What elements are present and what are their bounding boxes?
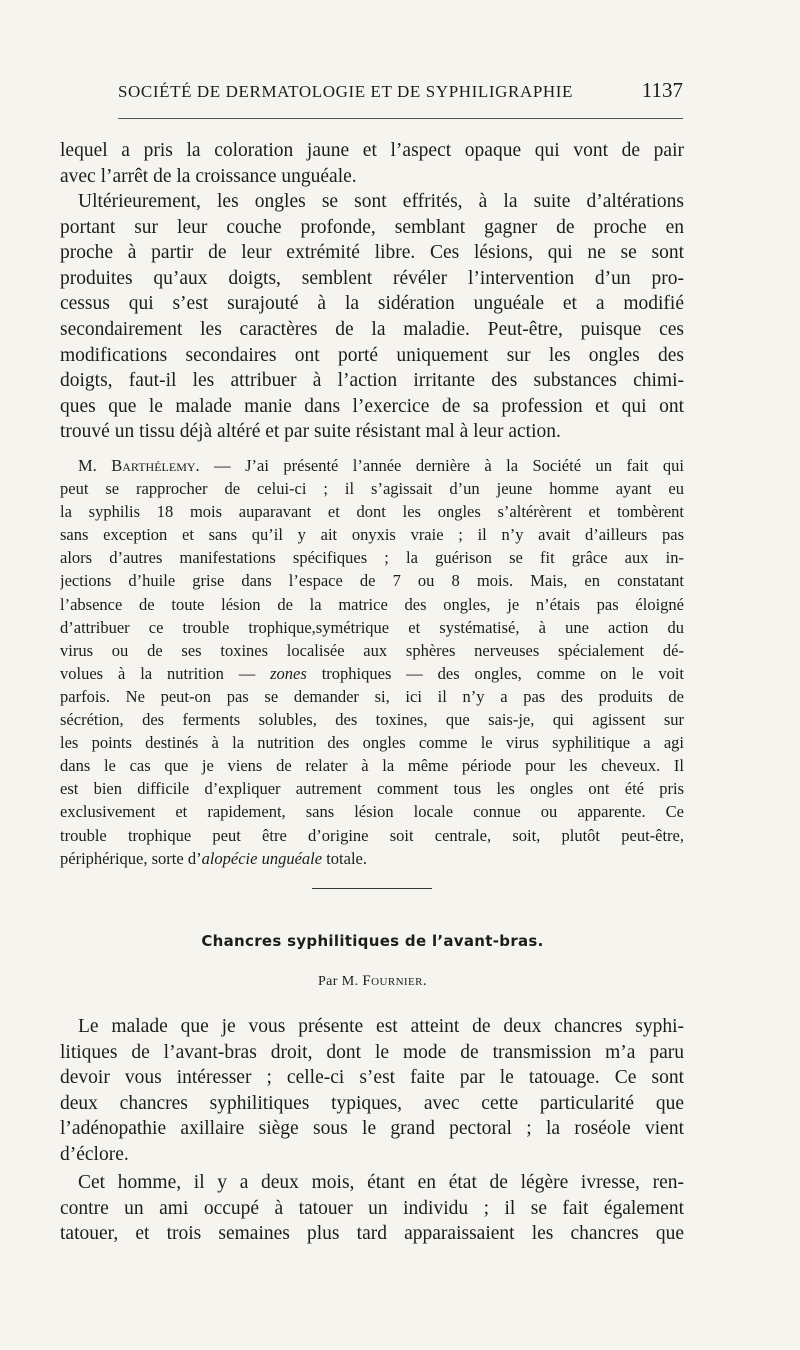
text-line — [60, 847, 684, 870]
text-line: tatouer, et trois semaines plus tard apparaissaient les chancres que — [60, 1223, 684, 1245]
text-run: trophiques — des ongles, comme on le voit — [306, 663, 684, 683]
text-line: cessus qui s’est surajouté à la sidération unguéale et a modifié — [60, 293, 684, 315]
text-line: secondairement les caractères de la maladie. Peut-être, puisque ces — [60, 318, 684, 340]
section-heading: Chancres syphilitiques de l’avant-bras. — [201, 932, 544, 950]
paragraph-continuation — [60, 138, 684, 189]
text-line: contre un ami occupé à tatouer un individu ; il se fait également — [60, 1197, 684, 1219]
text-line: devoir vous intéresser ; celle-ci s’est faite par le tatouage. Ce sont — [60, 1067, 684, 1089]
running-header — [118, 78, 683, 102]
paragraph-barthelemy — [60, 454, 684, 870]
text-line: Cet homme, il y a deux mois, étant en état de légère ivresse, ren- — [78, 1172, 684, 1193]
text-line: d’attribuer ce trouble trophique,symétrique et systématisé, à une action du — [60, 617, 684, 637]
text-line: les points destinés à la nutrition des ongles comme le virus syphilitique a agi — [60, 733, 684, 753]
header-rule — [118, 118, 683, 119]
text-line: peut se rapprocher de celui-ci ; il s’agissait d’un jeune homme ayant eu — [60, 479, 684, 499]
text-line: l’adénopathie axillaire siège sous le grand pectoral ; la roséole vient — [60, 1118, 684, 1140]
text-line: parfois. Ne peut-on pas se demander si, ici il n’y a pas des produits de — [60, 686, 684, 706]
text-line — [60, 662, 684, 685]
running-title: SOCIÉTÉ DE DERMATOLOGIE ET DE SYPHILIGRAPHIE — [118, 82, 574, 101]
italic-term: alopécie unguéale — [201, 848, 323, 868]
section-divider — [312, 888, 432, 889]
text-line: litiques de l’avant-bras droit, dont le mode de transmission m’a paru — [60, 1041, 684, 1063]
paragraph-ulterieurement — [60, 189, 684, 445]
text-line: la syphilis 18 mois auparavant et dont les ongles s’altérèrent et tombèrent — [60, 502, 684, 522]
text-line: lequel a pris la coloration jaune et l’aspect opaque qui vont de pair — [60, 140, 684, 161]
byline-prefix: Par M. — [317, 974, 363, 989]
italic-term: zones — [270, 663, 307, 683]
text-line: alors d’autres manifestations spécifiques ; la guérison se fit grâce aux in- — [60, 548, 684, 568]
text-line: exclusivement et rapidement, sans lésion locale connue ou apparente. Ce — [60, 802, 684, 822]
text-line: est bien difficile d’expliquer autrement comment tous les ongles ont été pris — [60, 779, 684, 799]
text-line: jections d’huile grise dans l’espace de 7 ou 8 mois. Mais, en constatant — [60, 571, 684, 591]
page-number: 1137 — [641, 78, 683, 102]
byline — [0, 973, 745, 990]
text-line: dans le cas que je viens de relater à la même période pour les cheveux. Il — [60, 756, 684, 776]
text-line: proche à partir de leur extrémité libre. Ces lésions, qui ne se sont — [60, 242, 684, 264]
byline-author: Fournier. — [362, 973, 427, 989]
text-run: totale. — [322, 848, 367, 868]
text-line: sans exception et sans qu’il y ait onyxis vraie ; il n’y avait d’ailleurs pas — [60, 525, 684, 545]
text-line: l’absence de toute lésion de la matrice des ongles, je n’étais pas éloigné — [60, 594, 684, 614]
text-line — [60, 454, 684, 477]
text-line: virus ou de ses toxines localisée aux sphères nerveuses spécialement dé- — [60, 640, 684, 660]
speaker-name: Barthélemy — [111, 456, 196, 475]
text-line: modifications secondaires ont porté uniquement sur les ongles des — [60, 344, 684, 366]
text-line: ques que le malade manie dans l’exercice de sa profession et qui ont — [60, 395, 684, 417]
text-run: volues à la nutrition — — [60, 663, 271, 683]
text-line: produites qu’aux doigts, semblent révéler l’intervention d’un pro- — [60, 267, 684, 289]
text-line: trouvé un tissu déjà altéré et par suite résistant mal à leur action. — [60, 421, 561, 443]
text-line: d’éclore. — [60, 1143, 129, 1165]
text-line: trouble trophique peut être d’origine soit centrale, soit, plutôt peut-être, — [60, 825, 684, 845]
text-line: portant sur leur couche profonde, semblant gagner de proche en — [60, 216, 684, 238]
text-line: sécrétion, des ferments solubles, des toxines, que sais-je, qui agissent sur — [60, 710, 684, 730]
paragraph-homme — [60, 1170, 684, 1247]
text-run: . — J’ai présenté l’année dernière à la Société un fait qui — [195, 456, 684, 475]
text-line: Ultérieurement, les ongles se sont effrités, à la suite d’altérations — [78, 191, 684, 212]
text-line: doigts, faut-il les attribuer à l’action irritante des substances chimi- — [60, 370, 684, 392]
text-line: deux chancres syphilitiques typiques, avec cette particularité que — [60, 1092, 684, 1114]
text-line: Le malade que je vous présente est atteint de deux chancres syphi- — [78, 1016, 684, 1037]
paragraph-malade — [60, 1014, 684, 1168]
speaker-prefix: M. — [78, 456, 112, 475]
text-run: périphérique, sorte d’ — [60, 848, 202, 868]
text-line: avec l’arrêt de la croissance unguéale. — [60, 165, 357, 187]
